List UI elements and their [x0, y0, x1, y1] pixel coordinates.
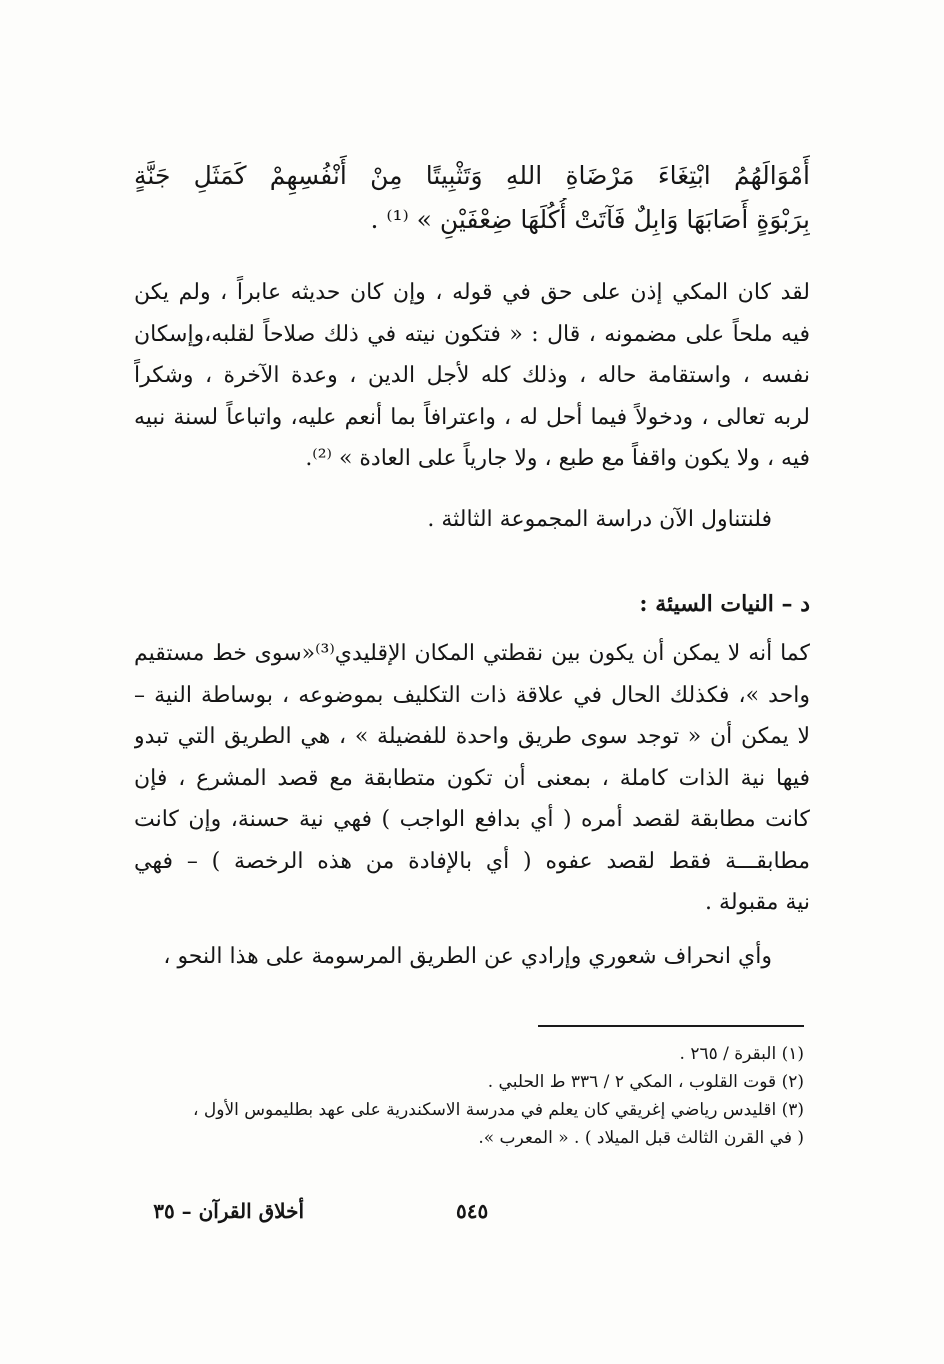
- footnote-3: (٣) اقليدس رياضي إغريقي كان يعلم في مدرسة الاسكندرية على عهد بطليموس الأول ،: [193, 1100, 804, 1120]
- text-line: فيه ملحاً على مضمونه ، قال : « فتكون نيته في ذلك صلاحاً لقلبه،وإسكان: [134, 321, 810, 347]
- text-line: نفسه ، واستقامة حاله ، وذلك كله لأجل الدين ، وعدة الآخرة ، وشكراً: [134, 363, 810, 388]
- text-line: لربه تعالى ، ودخولاً فيما أحل له ، واعترافاً بما أنعم عليه، واتباعاً لسنة نبيه: [134, 404, 810, 430]
- footnote-3-continued: ( في القرن الثالث قبل الميلاد ) . « المعرب ».: [478, 1128, 804, 1148]
- text-line: واحد »، فكذلك الحال في علاقة ذات التكليف بموضوعه ، بوساطة النية –: [134, 682, 810, 708]
- text-line: كانت مطابقة لقصد أمره ( أي بدافع الواجب ) فهي نية حسنة، وإن كانت: [134, 807, 810, 832]
- text-line: فيها نية الذات كاملة ، بمعنى أن تكون متطابقة مع قصد المشرع ، فإن: [134, 765, 810, 791]
- verse-line: أَمْوَالَهُمُ ابْتِغَاءَ مَرْضَاةِ اللهِ وَتَثْبِيتًا مِنْ أَنْفُسِهِمْ كَمَثَلِ جَنَّةٍ: [134, 161, 810, 190]
- section-heading-text: د – النيات السيئة :: [639, 591, 810, 617]
- text-line: مطابقـــة فقط لقصد عفوه ( أي بالإفادة من هذه الرخصة ) – فهي: [134, 848, 810, 874]
- verse-line: بِرَبْوَةٍ أَصَابَهَا وَابِلٌ فَآتَتْ أُكُلَهَا ضِعْفَيْنِ » ⁽¹⁾ .: [370, 205, 810, 234]
- text-line: فيه ، ولا يكون واقفاً مع طبع ، ولا جارياً على العادة » ⁽²⁾.: [305, 446, 810, 471]
- paragraph-transition: [134, 499, 810, 541]
- paragraph-bad-intentions: [134, 633, 810, 924]
- page-number: ٥٤٥: [456, 1199, 489, 1223]
- text-line: نية مقبولة .: [705, 890, 810, 915]
- quran-verse: [134, 154, 810, 242]
- text-line: لقد كان المكي إذن على حق في قوله ، وإن كان حديثه عابراً ، ولم يكن: [134, 280, 810, 305]
- section-heading: [134, 584, 810, 624]
- text-line: وأي انحراف شعوري وإرادي عن الطريق المرسومة على هذا النحو ،: [163, 944, 772, 969]
- paragraph-deviation: [134, 936, 810, 978]
- footnote-separator: [538, 1025, 804, 1027]
- text-line: فلنتناول الآن دراسة المجموعة الثالثة .: [427, 507, 772, 532]
- paragraph-intention-quote: [134, 272, 810, 480]
- text-line: كما أنه لا يمكن أن يكون بين نقطتي المكان الإقليدي⁽³⁾«سوى خط مستقيم: [134, 641, 810, 666]
- running-title: أخلاق القرآن – ٣٥: [153, 1199, 304, 1223]
- text-line: لا يمكن أن « توجد سوى طريق واحدة للفضيلة » ، هي الطريق التي تبدو: [134, 724, 810, 749]
- footnotes: [134, 1040, 804, 1152]
- footnote-2: (٢) قوت القلوب ، المكي ٢ / ٣٣٦ ط الحلبي .: [487, 1072, 804, 1092]
- footnote-1: (١) البقرة / ٢٦٥ .: [679, 1044, 804, 1064]
